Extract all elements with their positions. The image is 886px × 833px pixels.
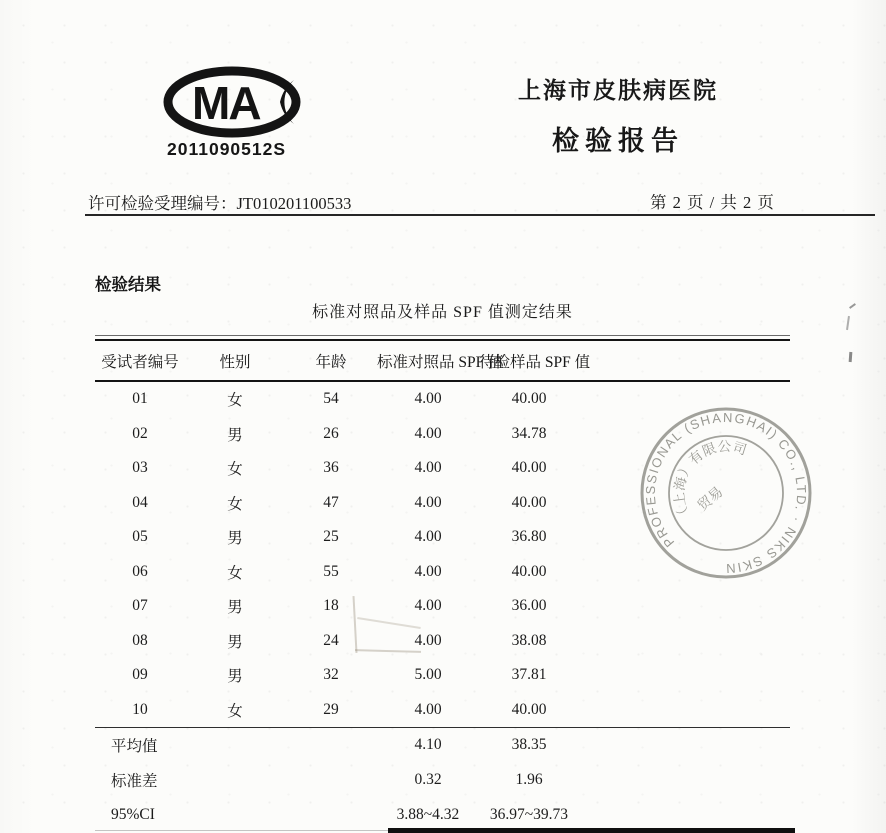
table-cell: 女	[227, 461, 243, 479]
table-row	[95, 658, 790, 693]
table-row	[95, 693, 790, 728]
table-cell: 4.00	[414, 424, 442, 442]
table-cell: 47	[323, 493, 339, 511]
table-cell: 40.00	[511, 562, 547, 580]
stamp-inner-left-text: 贸易	[695, 484, 727, 515]
table-cell: 06	[132, 562, 148, 580]
table-cell: 男	[227, 599, 243, 617]
table-cell: 4.00	[414, 700, 442, 718]
table-caption: 标准对照品及样品 SPF 值测定结果	[312, 304, 573, 321]
table-cell: 4.00	[414, 631, 442, 649]
column-header-age: 年龄	[315, 353, 347, 371]
stamp-ring-text: PROFESSIONAL (SHANGHAI) CO., LTD. · NIKS SKIN	[642, 409, 810, 577]
table-cell: 4.00	[414, 528, 442, 546]
table-top-thin-line	[95, 335, 790, 336]
table-cell: 4.00	[414, 493, 442, 511]
table-cell: 40.00	[511, 493, 547, 511]
table-cell: 10	[132, 700, 148, 718]
column-header-sample-spf: 待检样品 SPF 值	[479, 353, 591, 371]
page-indicator: 第 2 页 / 共 2 页	[650, 193, 775, 212]
summary-sample-value: 38.35	[511, 736, 547, 754]
margin-pen-mark	[846, 316, 850, 330]
column-header-gender: 性别	[219, 353, 251, 371]
table-cell: 55	[323, 562, 339, 580]
cma-certificate-number: 2011090512S	[167, 139, 287, 159]
table-cell: 08	[132, 631, 148, 649]
table-row	[95, 624, 790, 659]
summary-label: 95%CI	[111, 805, 155, 823]
table-cell: 女	[227, 495, 243, 513]
table-cell: 37.81	[511, 666, 547, 684]
summary-sample-value: 1.96	[515, 771, 543, 789]
summary-standard-value: 0.32	[414, 771, 442, 789]
permit-acceptance-number: 许可检验受理编号：JT010201100533	[88, 194, 352, 213]
table-cell: 女	[227, 702, 243, 720]
hospital-name: 上海市皮肤病医院	[518, 78, 718, 103]
table-cell: 38.08	[511, 631, 547, 649]
table-cell: 07	[132, 597, 148, 615]
table-cell: 4.00	[414, 390, 442, 408]
table-cell: 03	[132, 459, 148, 477]
table-cell: 32	[323, 666, 339, 684]
table-cell: 男	[227, 530, 243, 548]
table-header-row	[95, 341, 790, 382]
report-title: 检验报告	[552, 126, 684, 156]
table-cell: 5.00	[414, 666, 442, 684]
table-cell: 36	[323, 459, 339, 477]
stamp-inner-arc-text: （上海）有限公司	[671, 438, 749, 524]
table-cell: 36.80	[511, 528, 547, 546]
table-cell: 02	[132, 424, 148, 442]
table-cell: 男	[227, 633, 243, 651]
table-cell: 男	[227, 426, 243, 444]
cma-logo-letters: MA	[192, 77, 260, 129]
margin-pen-mark	[849, 352, 852, 362]
summary-row-sd	[95, 763, 790, 798]
table-bottom-rule-faint	[95, 830, 390, 831]
table-cell: 25	[323, 528, 339, 546]
table-cell: 男	[227, 668, 243, 686]
table-cell: 40.00	[511, 700, 547, 718]
table-cell: 女	[227, 392, 243, 410]
table-cell: 01	[132, 390, 148, 408]
summary-label: 标准差	[111, 773, 158, 791]
table-cell: 4.00	[414, 562, 442, 580]
summary-sample-value: 36.97~39.73	[489, 805, 569, 823]
table-cell: 女	[227, 564, 243, 582]
table-cell: 54	[323, 390, 339, 408]
svg-text:PROFESSIONAL (SHANGHAI) CO., L	[636, 403, 816, 583]
table-cell: 04	[132, 493, 148, 511]
table-cell: 4.00	[414, 597, 442, 615]
table-cell: 05	[132, 528, 148, 546]
table-cell: 40.00	[511, 459, 547, 477]
summary-standard-value: 4.10	[414, 736, 442, 754]
company-stamp	[636, 403, 816, 583]
table-row	[95, 589, 790, 624]
summary-label: 平均值	[111, 738, 158, 756]
table-cell: 36.00	[511, 597, 547, 615]
table-cell: 4.00	[414, 459, 442, 477]
section-title-results: 检验结果	[95, 275, 161, 294]
summary-row-mean	[95, 728, 790, 763]
column-header-subject-id: 受试者编号	[101, 353, 179, 371]
table-summary	[95, 727, 790, 832]
table-cell: 09	[132, 666, 148, 684]
summary-standard-value: 3.88~4.32	[396, 805, 460, 823]
table-cell: 40.00	[511, 390, 547, 408]
table-bottom-rule	[388, 828, 795, 833]
table-cell: 24	[323, 631, 339, 649]
cma-logo-icon	[162, 66, 308, 140]
header-divider-line	[85, 214, 875, 216]
table-cell: 18	[323, 597, 339, 615]
table-cell: 29	[323, 700, 339, 718]
table-cell: 34.78	[511, 424, 547, 442]
table-cell: 26	[323, 424, 339, 442]
margin-pen-mark	[849, 303, 856, 309]
column-header-standard-spf: 标准对照品 SPF 值	[377, 353, 504, 371]
